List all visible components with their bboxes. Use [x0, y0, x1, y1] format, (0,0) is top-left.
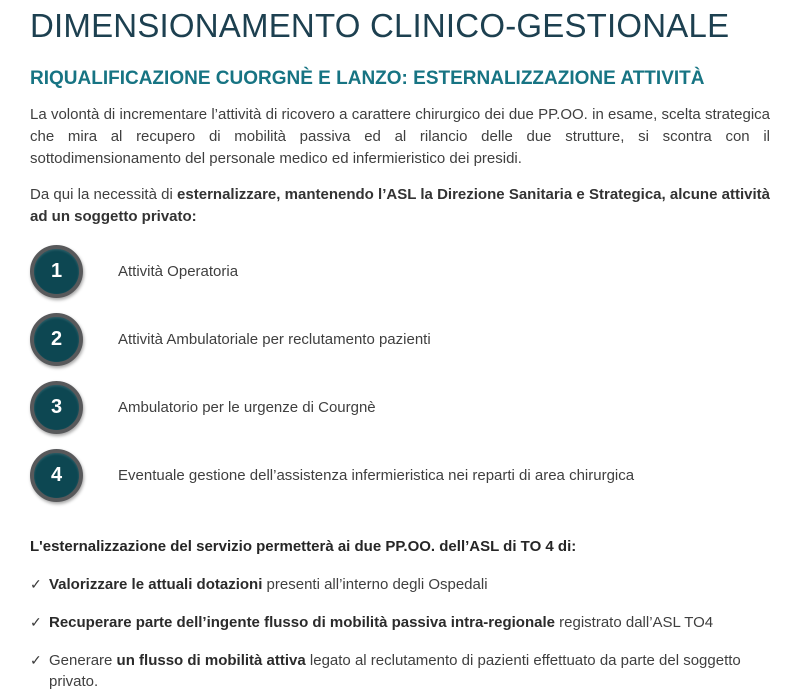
step-number-badge — [30, 381, 83, 434]
step-number-badge — [30, 245, 83, 298]
list-item — [30, 449, 770, 502]
check-item-suffix: registrato dall’ASL TO4 — [554, 613, 714, 631]
externalization-paragraph-suffix: : — [191, 208, 197, 226]
check-item-bold: Recuperare parte dell’ingente flusso di mobilità passiva intra-regionale — [49, 613, 555, 631]
intro-paragraph: La volontà di incrementare l’attività di ricovero a carattere chirurgico dei due PP.OO. in esame, scelta strategica che mira al recupero di mobilità passiva ed al rilancio delle due strutture, si scontra con il sottodimensionamento del personale medico ed infermieristico dei presidi. — [30, 106, 770, 168]
check-list-item — [30, 612, 770, 633]
check-item-suffix: presenti all’interno degli Ospedali — [262, 575, 488, 593]
activities-numbered-list — [30, 245, 770, 502]
externalization-paragraph-regular: Da qui la necessità di — [30, 186, 178, 204]
benefits-check-list — [30, 574, 770, 692]
step-number: 2 — [50, 328, 63, 351]
step-label: Attività Ambulatoriale per reclutamento pazienti — [118, 331, 431, 349]
list-item — [30, 313, 770, 366]
benefits-heading: L'esternalizzazione del servizio permetterà ai due PP.OO. dell’ASL di TO 4 di: — [30, 538, 577, 556]
list-item — [30, 381, 770, 434]
step-number: 3 — [50, 396, 63, 419]
check-item-prefix: Generare — [49, 651, 117, 669]
step-label: Attività Operatoria — [118, 263, 239, 281]
list-item — [30, 245, 770, 298]
check-list-item — [30, 574, 770, 595]
externalization-paragraph-bold: esternalizzare, mantenendo l’ASL la Direzione Sanitaria e Strategica, alcune attività ad un soggetto privato — [30, 186, 770, 226]
step-number-badge — [30, 313, 83, 366]
check-item-suffix: legato al reclutamento di pazienti effettuato da parte del soggetto privato. — [49, 651, 741, 690]
step-label: Eventuale gestione dell’assistenza infermieristica nei reparti di area chirurgica — [118, 467, 635, 485]
section-subtitle: RIQUALIFICAZIONE CUORGNÈ E LANZO: ESTERNALIZZAZIONE ATTIVITÀ — [30, 67, 705, 89]
check-item-bold: un flusso di mobilità attiva — [116, 651, 306, 669]
check-icon: ✓ — [30, 575, 42, 592]
check-item-bold: Valorizzare le attuali dotazioni — [49, 575, 263, 593]
step-label: Ambulatorio per le urgenze di Courgnè — [118, 399, 376, 417]
check-icon: ✓ — [30, 613, 42, 630]
step-number-badge — [30, 449, 83, 502]
check-icon: ✓ — [30, 651, 42, 668]
step-number: 1 — [50, 260, 63, 283]
page-title: DIMENSIONAMENTO CLINICO-GESTIONALE — [30, 7, 730, 44]
check-list-item — [30, 650, 770, 692]
externalization-paragraph — [30, 184, 770, 228]
step-number: 4 — [50, 464, 63, 487]
